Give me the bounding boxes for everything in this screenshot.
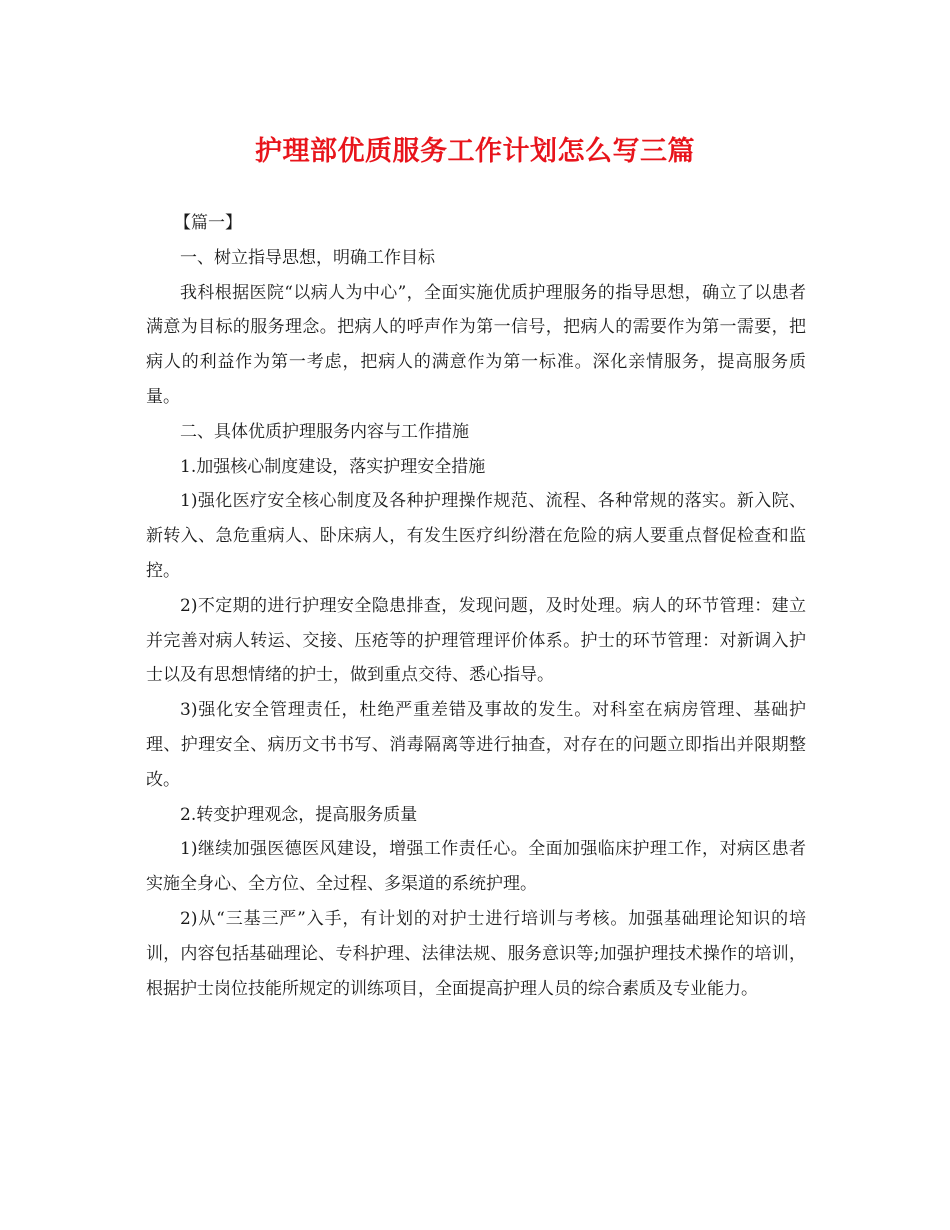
section-heading: 二、具体优质护理服务内容与工作措施 (180, 421, 469, 442)
body-paragraph: 1)强化医疗安全核心制度及各种护理操作规范、流程、各种常规的落实。新入院、新转入、急危重病人、卧床病人，有发生医疗纠纷潜在危险的病人要重点督促检查和监控。 (146, 491, 806, 581)
section-marker: 【篇一】 (174, 213, 242, 233)
body-paragraph: 3)强化安全管理责任，杜绝严重差错及事故的发生。对科室在病房管理、基础护理、护理安全、病历文书书写、消毒隔离等进行抽查，对存在的问题立即指出并限期整改。 (146, 700, 806, 790)
subsection-heading: 2.转变护理观念，提高服务质量 (180, 804, 418, 825)
section-heading: 一、树立指导思想，明确工作目标 (180, 247, 435, 268)
subsection-heading: 1.加强核心制度建设，落实护理安全措施 (180, 456, 486, 477)
body-paragraph: 我科根据医院“以病人为中心”，全面实施优质护理服务的指导思想，确立了以患者满意为目标的服务理念。把病人的呼声作为第一信号，把病人的需要作为第一需要，把病人的利益作为第一考虑，把病人的满意作为第一标准。深化亲情服务，提高服务质量。 (146, 282, 806, 407)
body-paragraph: 2)不定期的进行护理安全隐患排查，发现问题，及时处理。病人的环节管理：建立并完善对病人转运、交接、压疮等的护理管理评价体系。护士的环节管理：对新调入护士以及有思想情绪的护士，做到重点交待、悉心指导。 (146, 595, 806, 686)
document-body (146, 206, 806, 1006)
body-paragraph: 1)继续加强医德医风建设，增强工作责任心。全面加强临床护理工作，对病区患者实施全身心、全方位、全过程、多渠道的系统护理。 (146, 839, 806, 895)
body-paragraph: 2)从“三基三严”入手，有计划的对护士进行培训与考核。加强基础理论知识的培训，内容包括基础理论、专科护理、法律法规、服务意识等;加强护理技术操作的培训，根据护士岗位技能所规定的训练项目，全面提高护理人员的综合素质及专业能力。 (146, 908, 806, 999)
document-title: 护理部优质服务工作计划怎么写三篇 (255, 136, 695, 167)
